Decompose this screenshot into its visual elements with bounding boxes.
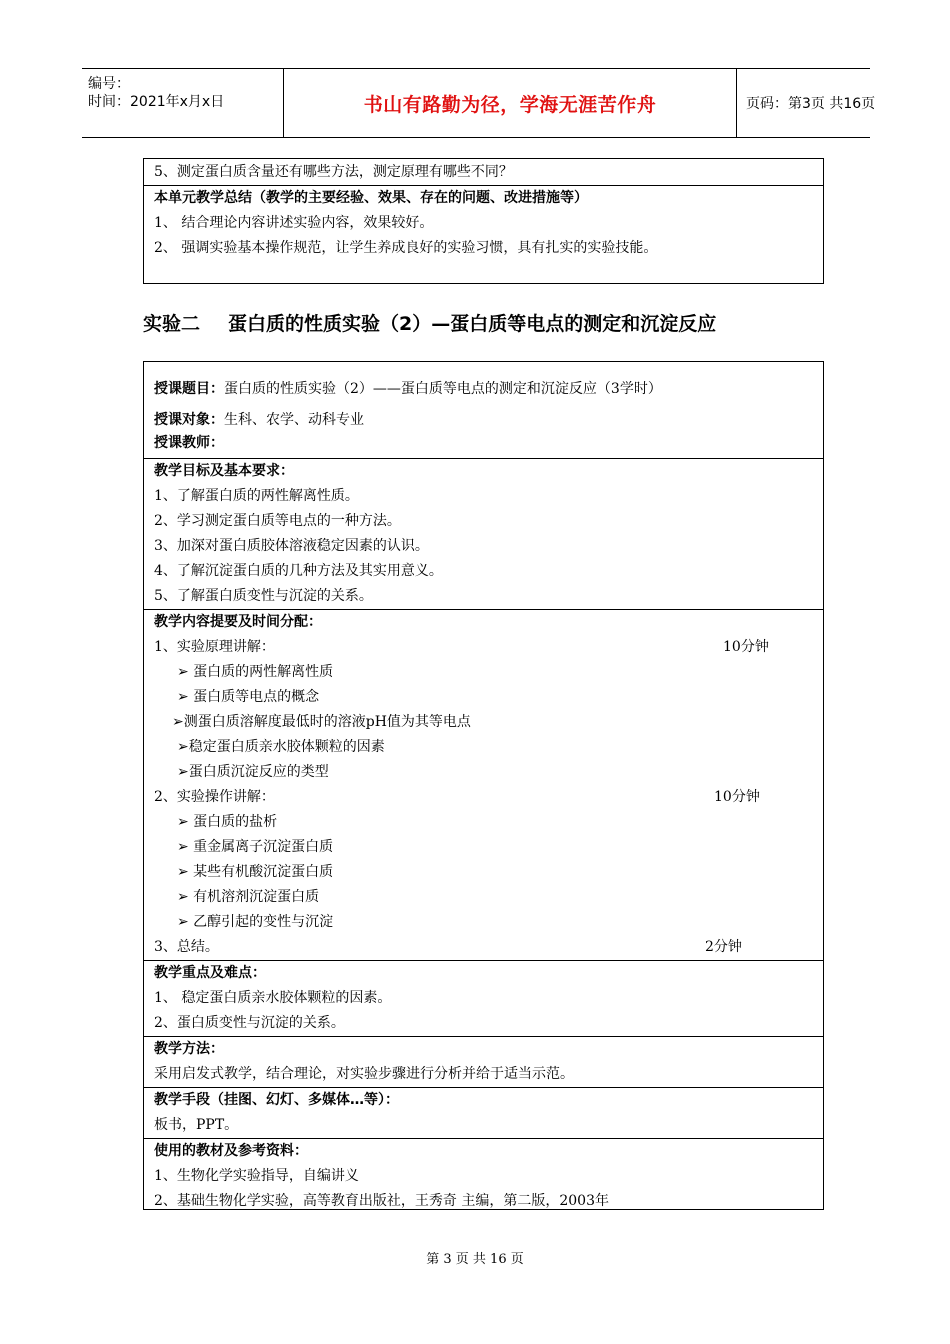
part1-label: 1、实验原理讲解： [154,639,275,655]
question-section [144,159,823,185]
materials-section [144,1138,823,1214]
part1-item: ➢ 蛋白质的两性解离性质 [177,664,334,680]
goal-item: 2、学习测定蛋白质等电点的一种方法。 [154,513,401,529]
experiment-title [143,309,716,336]
part1-item: ➢蛋白质沉淀反应的类型 [177,764,329,780]
method-text: 采用启发式教学，结合理论，对实验步骤进行分析并给于适当示范。 [154,1066,574,1082]
materials-heading: 使用的教材及参考资料： [154,1143,308,1159]
code-label: 编号： [88,76,130,92]
audience-row [144,408,823,433]
summary-item: 2、 强调实验基本操作规范，让学生养成良好的实验习惯，具有扎实的实验技能。 [154,240,658,256]
summary-box [143,158,824,284]
material-item: 1、生物化学实验指导，自编讲义 [154,1168,359,1184]
content-section [144,609,823,960]
part2-item: ➢ 重金属离子沉淀蛋白质 [177,839,334,855]
content-part2 [144,785,823,810]
part1-item: ➢稳定蛋白质亲水胶体颗粒的因素 [177,739,385,755]
question5: 5、测定蛋白质含量还有哪些方法，测定原理有哪些不同？ [154,164,513,180]
summary-section [144,185,823,261]
part2-item: ➢ 某些有机酸沉淀蛋白质 [177,864,334,880]
content-heading: 教学内容提要及时间分配： [154,614,322,630]
motto: 书山有路勤为径，学海无涯苦作舟 [283,69,737,137]
page-footer: 第 3 页 共 16 页 [426,1252,524,1267]
part2-item: ➢ 蛋白质的盐析 [177,814,278,830]
goal-item: 1、了解蛋白质的两性解离性质。 [154,488,359,504]
topic-label: 授课题目： [154,381,224,397]
experiment-number: 实验二 [143,313,201,335]
method-heading: 教学方法： [154,1041,224,1057]
part3-time: 2分钟 [705,939,742,955]
key-point-item: 2、蛋白质变性与沉淀的关系。 [154,1015,345,1031]
lesson-info-section [144,362,823,458]
summary-heading: 本单元教学总结（教学的主要经验、效果、存在的问题、改进措施等） [154,190,588,206]
goals-section [144,458,823,609]
summary-item: 1、 结合理论内容讲述实验内容，效果较好。 [154,215,434,231]
experiment-name: 蛋白质的性质实验（2）—蛋白质等电点的测定和沉淀反应 [228,313,717,335]
means-heading: 教学手段（挂图、幻灯、多媒体…等）： [154,1092,399,1108]
goals-heading: 教学目标及基本要求： [154,463,294,479]
time-label: 时间：2021年x月x日 [88,94,225,110]
page-header [82,68,876,138]
method-section [144,1036,823,1087]
part1-item: ➢ 蛋白质等电点的概念 [177,689,320,705]
part2-item: ➢ 有机溶剂沉淀蛋白质 [177,889,320,905]
key-points-heading: 教学重点及难点： [154,965,266,981]
topic-value: 蛋白质的性质实验（2）——蛋白质等电点的测定和沉淀反应（3学时） [224,381,662,397]
goal-item: 5、了解蛋白质变性与沉淀的关系。 [154,588,373,604]
audience-label: 授课对象： [154,412,224,428]
key-point-item: 1、 稳定蛋白质亲水胶体颗粒的因素。 [154,990,392,1006]
content-part1 [144,635,823,660]
audience-value: 生科、农学、动科专业 [224,412,364,428]
means-section [144,1087,823,1138]
part2-time: 10分钟 [714,789,760,805]
goal-item: 3、加深对蛋白质胶体溶液稳定因素的认识。 [154,538,429,554]
lesson-plan-table [143,361,824,1210]
part1-item: ➢测蛋白质溶解度最低时的溶液pH值为其等电点 [172,714,471,730]
teacher-label: 授课教师： [154,435,224,451]
page-code: 页码：第3页 共16页 [746,96,876,112]
part2-item: ➢ 乙醇引起的变性与沉淀 [177,914,334,930]
part3-label: 3、总结。 [154,939,219,955]
key-points-section [144,960,823,1036]
part1-time: 10分钟 [723,639,769,655]
material-item: 2、基础生物化学实验，高等教育出版社，王秀奇 主编，第二版，2003年 [154,1193,609,1209]
goal-item: 4、了解沉淀蛋白质的几种方法及其实用意义。 [154,563,443,579]
topic-row [144,374,823,404]
part2-label: 2、实验操作讲解： [154,789,275,805]
header-info-cell [82,69,282,137]
means-text: 板书，PPT。 [154,1117,239,1133]
content-part3 [144,935,823,960]
teacher-row [144,433,823,453]
